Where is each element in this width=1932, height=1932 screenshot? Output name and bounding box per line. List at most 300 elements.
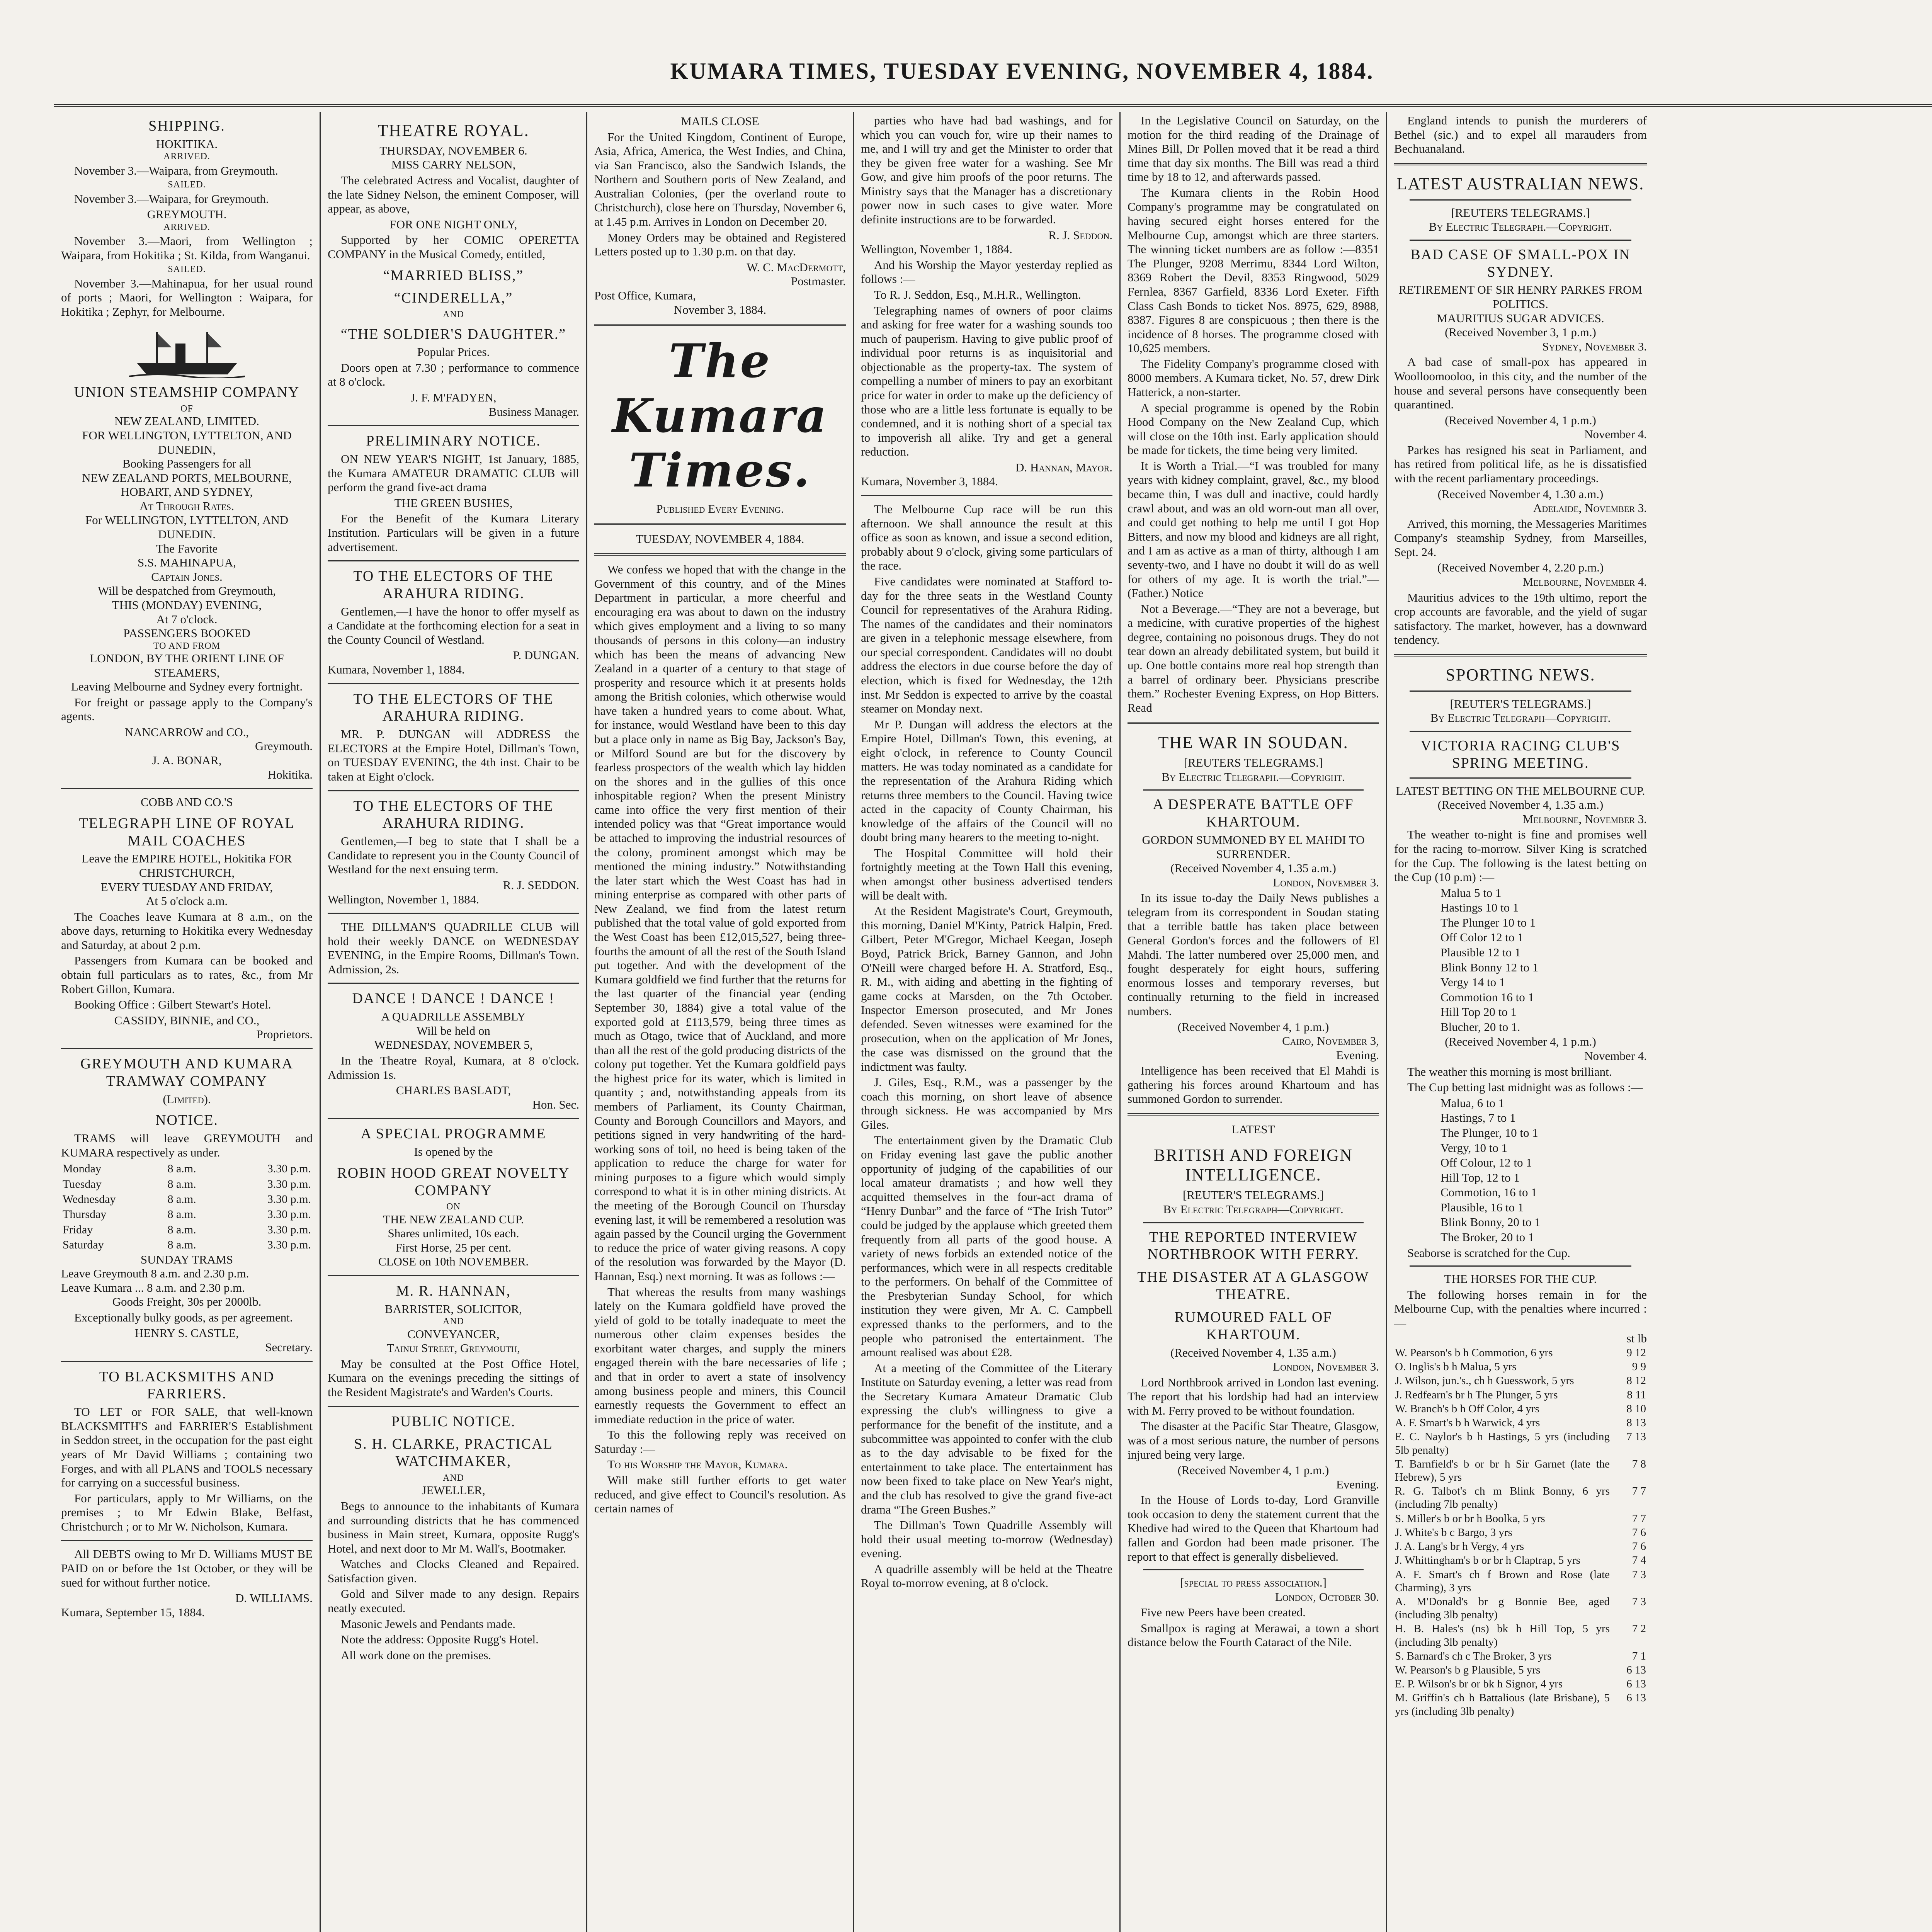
horse-weight: 7 6 bbox=[1632, 1540, 1646, 1553]
electors-signature: P. DUNGAN. bbox=[513, 648, 579, 662]
electors-heading: TO THE ELECTORS OF THE ARAHURA RIDING. bbox=[353, 568, 554, 602]
list-item: Blink Bonny 12 to 1 bbox=[1440, 960, 1539, 974]
divider bbox=[1143, 1569, 1364, 1570]
mails-date: November 3, 1884. bbox=[673, 303, 767, 316]
copyright-label: By Electric Telegraph.—Copyright. bbox=[1429, 220, 1612, 234]
debts-signature: D. WILLIAMS. bbox=[235, 1591, 313, 1605]
news-paragraph: Five candidates were nominated at Stafford to-day for the three seats in the Westland County Council for representatives of the Arahura Riding. The names of the candidates and their nominators are given in a telephonic message elsewhere, from our special correspondent. Candidates will no doubt address the electors in due course before the day of election, which is fixed for Wednesday, the 12th inst. Mr Seddon is expected to arrive by the coastal steamer on Monday next. bbox=[861, 574, 1112, 716]
news-paragraph: A quadrille assembly will be held at the Theatre Royal to-morrow evening, at 8 o'clock. bbox=[861, 1562, 1112, 1590]
battle-heading: A DESPERATE BATTLE OFF KHARTOUM. bbox=[1153, 796, 1354, 830]
news-signature: D. Hannan, Mayor. bbox=[1015, 460, 1112, 474]
vrc-heading: VICTORIA RACING CLUB'S SPRING MEETING. bbox=[1420, 737, 1621, 771]
list-item: Off Colour, 12 to 1 bbox=[1440, 1156, 1532, 1170]
news-paragraph: parties who have had bad washings, and for which you can vouch for, wire up their names to me, and I will try and get the Minister to order that they be given free water for a washing. See Mr Gow, and give him proofs of the poor returns. The Ministry says that the Manager has a discretionary power now in such cases to give water. More definite instructions are to be forwarded. bbox=[861, 114, 1112, 226]
horse-weight: 7 7 bbox=[1632, 1485, 1646, 1498]
latest-label: LATEST bbox=[1231, 1122, 1275, 1136]
hannan-subheading: BARRISTER, SOLICITOR, bbox=[384, 1302, 522, 1316]
hannan-ad bbox=[328, 1282, 579, 1400]
table-row bbox=[1394, 1568, 1647, 1595]
list-item: Off Color 12 to 1 bbox=[1440, 930, 1524, 944]
divider bbox=[861, 495, 1112, 496]
dateline: November 4. bbox=[1584, 1049, 1647, 1063]
page-masthead: KUMARA TIMES, TUESDAY EVENING, NOVEMBER 4, 1884. bbox=[670, 58, 1374, 84]
news-paragraph: Parkes has resigned his seat in Parliament, and has retired from political life, as he is dissatisfied with the recent parliamentary proceedings. bbox=[1394, 443, 1647, 485]
betting-list-2 bbox=[1440, 1096, 1647, 1245]
divider bbox=[61, 1540, 313, 1541]
divider bbox=[1410, 240, 1631, 241]
column-5 bbox=[1121, 112, 1387, 1932]
horse-name: A. F. Smart's b h Warwick, 4 yrs bbox=[1395, 1417, 1540, 1429]
news-paragraph: The disaster at the Pacific Star Theatre, Glasgow, was of a most serious nature, the number of persons injured being very large. bbox=[1128, 1419, 1379, 1461]
dance-held: Will be held on bbox=[417, 1024, 490, 1037]
arrived-label: ARRIVED. bbox=[163, 151, 210, 162]
list-item: Hill Top 20 to 1 bbox=[1440, 1005, 1517, 1019]
interview-heading: THE REPORTED INTERVIEW NORTHBROOK WITH FERRY. bbox=[1147, 1229, 1359, 1263]
australian-heading: LATEST AUSTRALIAN NEWS. bbox=[1396, 174, 1645, 193]
table-row bbox=[61, 1161, 313, 1176]
tramway-ad bbox=[61, 1055, 313, 1355]
horse-name: O. Inglis's b h Malua, 5 yrs bbox=[1395, 1361, 1517, 1373]
usc-captain: Captain Jones. bbox=[151, 570, 223, 583]
news-paragraph: Lord Northbrook arrived in London last evening. The report that his lordship had had an interview with M. Ferry proved to be without foundation. bbox=[1128, 1375, 1379, 1417]
clarke-text-6: All work done on the premises. bbox=[341, 1648, 492, 1662]
usc-agent-2: J. A. BONAR, bbox=[152, 753, 222, 767]
news-paragraph: Five new Peers have been created. bbox=[1141, 1605, 1306, 1619]
cobb-text-1: The Coaches leave Kumara at 8 a.m., on the above days, returning to Hokitika every Wednesday and Saturday, at about 2 p.m. bbox=[61, 910, 313, 952]
mails-close-notice bbox=[594, 114, 846, 317]
cobb-leave: Leave the EMPIRE HOTEL, Hokitika FOR CHRISTCHURCH, bbox=[82, 852, 292, 879]
news-paragraph: J. Giles, Esq., R.M., was a passenger by the coach this morning, on short leave of absence through sickness. He was accompanied by Mrs Giles. bbox=[861, 1075, 1112, 1131]
divider bbox=[1143, 1222, 1364, 1223]
horse-weight: 7 7 bbox=[1632, 1512, 1646, 1525]
usc-favorite: The Favorite bbox=[156, 541, 218, 555]
horse-name: W. Pearson's b g Plausible, 5 yrs bbox=[1395, 1664, 1541, 1677]
electors-heading: TO THE ELECTORS OF THE ARAHURA RIDING. bbox=[353, 798, 554, 832]
theatre-supported: Supported by her COMIC OPERETTA COMPANY in the Musical Comedy, entitled, bbox=[328, 233, 579, 261]
mails-signature-title: Postmaster. bbox=[791, 274, 846, 288]
blacksmiths-text-2: For particulars, apply to Mr Williams, on the premises ; to Mr Edwin Blake, Belfast, Christchurch ; or to Mr W. Nicholson, Kumara. bbox=[61, 1491, 313, 1533]
divider bbox=[328, 1118, 579, 1119]
divider bbox=[594, 523, 846, 525]
horse-name: E. P. Wilson's br or bk h Signor, 4 yrs bbox=[1395, 1678, 1563, 1690]
table-row bbox=[61, 1177, 313, 1192]
prelim-text: ON NEW YEAR'S NIGHT, 1st January, 1885, the Kumara AMATEUR DRAMATIC CLUB will perform the grand five-act drama bbox=[328, 452, 579, 494]
horse-weight: 8 10 bbox=[1626, 1402, 1646, 1415]
tram-am: 8 a.m. bbox=[167, 1177, 196, 1190]
electors-notice-2 bbox=[328, 690, 579, 784]
divider bbox=[594, 324, 846, 326]
table-row bbox=[1394, 1374, 1647, 1388]
tram-am: 8 a.m. bbox=[167, 1162, 196, 1175]
table-row bbox=[1394, 1595, 1647, 1622]
hokitika-heading: HOKITIKA. bbox=[156, 137, 218, 151]
divider bbox=[1410, 690, 1631, 692]
horse-weight: 7 6 bbox=[1632, 1526, 1646, 1539]
hokitika-arrivals: November 3.—Waipara, from Greymouth. bbox=[74, 163, 278, 177]
news-paragraph: A special programme is opened by the Robin Hood Company on the New Zealand Cup, which will close on the 10th inst. Early application should be made for tickets, the time being very limited. bbox=[1128, 401, 1379, 457]
horse-name: J. Whittingham's b or br h Claptrap, 5 yrs bbox=[1395, 1554, 1580, 1567]
clarke-text-5: Note the address: Opposite Rugg's Hotel. bbox=[341, 1633, 539, 1646]
dateline: Cairo, November 3, bbox=[1282, 1034, 1379, 1048]
received-line: (Received November 4, 1 p.m.) bbox=[1177, 1020, 1329, 1034]
horse-weight: 6 13 bbox=[1626, 1664, 1646, 1677]
theatre-play-3: “THE SOLDIER'S DAUGHTER.” bbox=[340, 326, 566, 342]
horse-name: J. A. Lang's br h Vergy, 4 yrs bbox=[1395, 1540, 1524, 1553]
list-item: The Plunger 10 to 1 bbox=[1440, 915, 1536, 929]
divider bbox=[328, 425, 579, 426]
special-heading: A SPECIAL PROGRAMME bbox=[361, 1126, 546, 1142]
copyright-label: By Electric Telegraph—Copyright. bbox=[1430, 711, 1611, 725]
table-row bbox=[1394, 1553, 1647, 1567]
usc-ports: NEW ZEALAND PORTS, MELBOURNE, HOBART, AND SYDNEY, bbox=[82, 471, 292, 499]
debts-notice bbox=[61, 1547, 313, 1619]
tram-pm: 3.30 p.m. bbox=[267, 1162, 311, 1175]
news-paragraph: In its issue to-day the Daily News publishes a telegram from its correspondent in Soudan stating that a terrible battle has taken place between General Gordon's forces and the followers of El Mahdi. The latter numbered over 25,000 men, and fought desperately for eight hours, suffering enormous losses and temporary reverses, but continually returning to the field in increased numbers. bbox=[1128, 891, 1379, 1018]
list-item: Vergy, 10 to 1 bbox=[1440, 1141, 1508, 1155]
horse-name: A. M'Donald's br g Bonnie Bee, aged (including 3lb penalty) bbox=[1395, 1595, 1610, 1621]
dateline: London, November 3. bbox=[1273, 875, 1379, 889]
usc-booking: Booking Passengers for all bbox=[122, 457, 252, 471]
dance-ad bbox=[328, 990, 579, 1112]
list-item: Vergy 14 to 1 bbox=[1440, 975, 1505, 989]
table-row bbox=[1394, 1402, 1647, 1416]
quadrille-club-ad bbox=[328, 920, 579, 976]
dateline: Sydney, November 3. bbox=[1542, 339, 1647, 353]
horse-weight: 7 4 bbox=[1632, 1554, 1646, 1567]
tram-pm: 3.30 p.m. bbox=[267, 1177, 311, 1190]
copyright-label: By Electric Telegraph—Copyright. bbox=[1163, 1202, 1344, 1216]
clarke-text-4: Masonic Jewels and Pendants made. bbox=[341, 1617, 515, 1631]
news-paragraph: And his Worship the Mayor yesterday replied as follows :— bbox=[861, 258, 1112, 286]
dateline: London, November 3. bbox=[1273, 1360, 1379, 1374]
received-line: (Received November 4, 1.35 a.m.) bbox=[1170, 1345, 1336, 1359]
mails-text-2: Money Orders may be obtained and Registered Letters posted up to 1.30 p.m. on that day. bbox=[594, 230, 846, 259]
tram-day: Tuesday bbox=[63, 1177, 102, 1190]
debts-text: All DEBTS owing to Mr D. Williams MUST BE PAID on or before the 1st October, or they will be sued for without further notice. bbox=[61, 1547, 313, 1589]
greymouth-arrivals: November 3.—Maori, from Wellington ; Waipara, from Hokitika ; St. Kilda, from Wanganui. bbox=[61, 234, 313, 262]
horse-weight: 8 11 bbox=[1627, 1388, 1646, 1401]
list-item: Plausible 12 to 1 bbox=[1440, 945, 1521, 959]
theatre-signature: J. F. M'FADYEN, bbox=[410, 391, 497, 405]
divider bbox=[328, 683, 579, 684]
tram-day: Saturday bbox=[63, 1238, 104, 1252]
dance-text: In the Theatre Royal, Kumara, at 8 o'clock. Admission 1s. bbox=[328, 1054, 579, 1082]
tram-bulky: Exceptionally bulky goods, as per agreement. bbox=[74, 1310, 293, 1324]
list-item: Malua 5 to 1 bbox=[1440, 886, 1502, 900]
divider bbox=[61, 788, 313, 789]
divider bbox=[328, 560, 579, 561]
mails-signature: W. C. MacDermott, bbox=[747, 260, 846, 274]
editorial-paragraph: That whereas the results from many washings lately on the Kumara goldfield have proved the yield of gold to be totally inadequate to meet the numerous other claim expenses besides the exorbitant water charges, and supply the miners engaged therein with the bare necessaries of life ; and that in order to avert a state of insolvency among business people and miners, this Council earnestly requests the Government to effect an immediate reduction in the price of water. bbox=[594, 1285, 846, 1426]
special-close: CLOSE on 10th NOVEMBER. bbox=[378, 1255, 529, 1269]
cobb-signature: CASSIDY, BINNIE, and CO., bbox=[114, 1013, 260, 1027]
divider bbox=[1410, 199, 1631, 201]
news-paragraph: Mr P. Dungan will address the electors at the Empire Hotel, Dillman's Town, this evening, at eight o'clock, in reference to County Council matters. He was today nominated as a candidate for the representation of the Arahura Riding which returns three members to the Council. Having twice acted in the capacity of County Chairman, his knowledge of the affairs of the Council will no doubt bring many hearers to the meeting to-night. bbox=[861, 717, 1112, 844]
divider bbox=[1410, 1265, 1631, 1267]
electors-text: MR. P. DUNGAN will ADDRESS the ELECTORS at the Empire Hotel, Dillman's Town, on TUESDAY EVENING, the 4th inst. Chair to be taken at Eight o'clock. bbox=[328, 727, 579, 784]
list-item: Hastings 10 to 1 bbox=[1440, 901, 1519, 915]
divider bbox=[1410, 777, 1631, 779]
cobb-signature-title: Proprietors. bbox=[256, 1027, 313, 1041]
table-row bbox=[1394, 1457, 1647, 1484]
bfi-heading: BRITISH AND FOREIGN INTELLIGENCE. bbox=[1154, 1145, 1353, 1185]
horse-weight: 7 1 bbox=[1632, 1650, 1646, 1662]
table-row bbox=[1394, 1388, 1647, 1402]
copyright-label: By Electric Telegraph.—Copyright. bbox=[1162, 770, 1345, 784]
tram-pm: 3.30 p.m. bbox=[267, 1192, 311, 1206]
dateline-evening: Evening. bbox=[1336, 1048, 1379, 1062]
tram-am: 8 a.m. bbox=[167, 1192, 196, 1206]
dateline: Melbourne, November 3. bbox=[1522, 812, 1647, 826]
list-item: Blink Bonny, 20 to 1 bbox=[1440, 1215, 1541, 1229]
list-item: Commotion 16 to 1 bbox=[1440, 990, 1534, 1004]
received-line: (Received November 4, 1 p.m.) bbox=[1177, 1463, 1329, 1477]
theatre-heading: THEATRE ROYAL. bbox=[378, 121, 529, 140]
tram-sunday-1: Leave Greymouth 8 a.m. and 2.30 p.m. bbox=[61, 1267, 249, 1281]
list-item: Blucher, 20 to 1. bbox=[1440, 1020, 1520, 1034]
usc-of: OF bbox=[180, 404, 193, 414]
preliminary-notice bbox=[328, 432, 579, 554]
glasgow-heading: THE DISASTER AT A GLASGOW THEATRE. bbox=[1137, 1269, 1369, 1303]
table-row bbox=[1394, 1526, 1647, 1539]
rumour-heading: RUMOURED FALL OF KHARTOUM. bbox=[1174, 1309, 1332, 1343]
horse-name: J. White's b c Bargo, 3 yrs bbox=[1395, 1526, 1512, 1539]
received-line: (Received November 4, 2.20 p.m.) bbox=[1437, 561, 1604, 575]
table-row bbox=[1394, 1512, 1647, 1526]
table-row bbox=[1394, 1416, 1647, 1430]
table-row bbox=[61, 1207, 313, 1222]
list-item: Malua, 6 to 1 bbox=[1440, 1096, 1505, 1110]
usc-leaving: Leaving Melbourne and Sydney every fortnight. bbox=[71, 680, 303, 694]
usc-rates: At Through Rates. bbox=[139, 499, 234, 513]
column-3 bbox=[587, 112, 854, 1932]
column-2 bbox=[321, 112, 587, 1932]
hannan-and: AND bbox=[443, 1316, 464, 1327]
list-item: Hill Top, 12 to 1 bbox=[1440, 1170, 1520, 1184]
debts-date: Kumara, September 15, 1884. bbox=[61, 1605, 205, 1619]
tram-day: Thursday bbox=[63, 1208, 107, 1221]
divider bbox=[328, 913, 579, 914]
betting-heading: LATEST BETTING ON THE MELBOURNE CUP. bbox=[1396, 784, 1645, 798]
table-row bbox=[1394, 1430, 1647, 1457]
divider bbox=[328, 1406, 579, 1407]
special-label: [special to press association.] bbox=[1180, 1576, 1327, 1590]
tram-pm: 3.30 p.m. bbox=[267, 1238, 311, 1252]
tram-day: Friday bbox=[63, 1223, 93, 1236]
tram-sunday-2: Leave Kumara ... 8 a.m. and 2.30 p.m. bbox=[61, 1281, 245, 1294]
usc-day: THIS (MONDAY) EVENING, bbox=[112, 598, 262, 612]
usc-route-2: For WELLINGTON, LYTTELTON, AND DUNEDIN. bbox=[85, 513, 289, 541]
dance-date: WEDNESDAY, NOVEMBER 5, bbox=[374, 1038, 533, 1052]
usc-subtitle: NEW ZEALAND, LIMITED. bbox=[114, 414, 259, 428]
news-paragraph: It is Worth a Trial.—“I was troubled for many years with kidney complaint, gravel, &c., my blood became thin, I was dull and inactive, could hardly crawl about, and was an old worn-out man all over, and could get nothing to help me until I got Hop Bitters, and now my blood and kidneys are all right, and I am as active as a man of thirty, although I am seventy-two, and I have no doubt it will do as well for others of my age. It is worth the trial.”—(Father.) Notice bbox=[1128, 459, 1379, 600]
table-row bbox=[1394, 1649, 1647, 1663]
news-paragraph: Telegraphing names of owners of poor claims and asking for free water for a washing sounds too much of pauperism. Having to give public proof of individual poor returns is as inquisitorial and objectionable as the property-tax. The system of compelling a number of miners to pay an exorbitant price for water in order to make up the deficiency of those who are a little less fortunate is equally to be condemned, and it is nothing short of a special tax to impoverish all alike. Try and get a general reduction. bbox=[861, 303, 1112, 459]
news-paragraph: The Dillman's Town Quadrille Assembly will hold their usual meeting to-morrow (Wednesday) evening. bbox=[861, 1518, 1112, 1560]
news-paragraph: Arrived, this morning, the Messageries Maritimes Company's steamship Sydney, from Marseilles, Sept. 24. bbox=[1394, 517, 1647, 559]
clarke-text-2: Watches and Clocks Cleaned and Repaired. Satisfaction given. bbox=[328, 1557, 579, 1585]
news-paragraph: A bad case of small-pox has appeared in Woolloomooloo, in this city, and the number of the house and several persons have consequently been quarantined. bbox=[1394, 355, 1647, 412]
news-paragraph: The weather this morning is most brilliant. bbox=[1407, 1065, 1612, 1078]
greymouth-heading: GREYMOUTH. bbox=[147, 207, 227, 221]
parkes-heading: RETIREMENT OF SIR HENRY PARKES FROM POLITICS. bbox=[1398, 283, 1643, 311]
received-line: (Received November 4, 1.30 a.m.) bbox=[1437, 487, 1604, 501]
cobb-text-2: Passengers from Kumara can be booked and obtain full particulars as to rates, &c., from Mr Robert Gillon, Kumara. bbox=[61, 954, 313, 996]
horse-weight: 7 2 bbox=[1632, 1622, 1646, 1635]
horse-name: S. Miller's b or br h Boolka, 5 yrs bbox=[1395, 1512, 1545, 1525]
divider bbox=[328, 790, 579, 791]
tram-signature: HENRY S. CASTLE, bbox=[134, 1326, 239, 1340]
special-company: ROBIN HOOD GREAT NOVELTY COMPANY bbox=[337, 1165, 570, 1199]
horse-name: H. B. Hales's (ns) bk h Hill Top, 5 yrs (including 3lb penalty) bbox=[1395, 1622, 1610, 1648]
tram-timetable bbox=[61, 1161, 313, 1252]
electors-text: Gentlemen,—I have the honor to offer myself as a Candidate at the forthcoming election for a seat in the County Council of Westland. bbox=[328, 604, 579, 646]
electors-date: Wellington, November 1, 1884. bbox=[328, 892, 479, 906]
horse-name: W. Branch's b h Off Color, 4 yrs bbox=[1395, 1402, 1539, 1415]
usc-despatch: Will be despatched from Greymouth, bbox=[97, 584, 276, 598]
divider bbox=[1128, 1113, 1379, 1116]
usc-agent: NANCARROW and CO., bbox=[124, 725, 249, 739]
dance-signature-title: Hon. Sec. bbox=[532, 1097, 579, 1111]
table-row bbox=[61, 1222, 313, 1237]
news-paragraph: At the Resident Magistrate's Court, Greymouth, this morning, Daniel M'Kinty, Patrick Halpin, Fred. Gilbert, Peter M'Gregor, Michael Keegan, Joseph Boyd, Patrick Brick, Barney Gannon, and John O'Neill were charged before H. A. Stratford, Esq., R. M., with aiding and abetting in the fighting of game cocks at Marsden, on the 7th October. Inspector Emerson prosecuted, and Mr Jones defended. Seven witnesses were examined for the prosecution, when on the application of Mr Jones, the case was dismissed on the ground that the indictment was faulty. bbox=[861, 904, 1112, 1073]
reuters-label: [REUTER'S TELEGRAMS.] bbox=[1450, 697, 1591, 711]
usc-passengers: PASSENGERS BOOKED bbox=[123, 626, 250, 640]
editorial-paragraph: To his Worship the Mayor, Kumara. bbox=[607, 1458, 788, 1471]
electors-notice-3 bbox=[328, 798, 579, 907]
gordon-heading: GORDON SUMMONED BY EL MAHDI TO SURRENDER. bbox=[1142, 833, 1365, 861]
usc-title: UNION STEAMSHIP COMPANY bbox=[74, 384, 300, 401]
theatre-one-night: FOR ONE NIGHT ONLY, bbox=[389, 217, 517, 231]
theatre-date: THURSDAY, NOVEMBER 6. bbox=[379, 143, 527, 157]
cobb-time: At 5 o'clock a.m. bbox=[146, 894, 228, 908]
news-dateline: Kumara, November 3, 1884. bbox=[861, 474, 998, 488]
horse-weight: 6 13 bbox=[1626, 1692, 1646, 1704]
table-row bbox=[61, 1192, 313, 1207]
usc-ship-name: S.S. MAHINAPUA, bbox=[138, 556, 236, 570]
tram-title: GREYMOUTH AND KUMARA TRAMWAY COMPANY bbox=[80, 1055, 293, 1089]
horse-name: T. Barnfield's b or br h Sir Garnet (late the Hebrew), 5 yrs bbox=[1395, 1458, 1610, 1483]
news-signature: R. J. Seddon. bbox=[1048, 228, 1112, 242]
divider bbox=[1410, 731, 1631, 732]
mails-text: For the United Kingdom, Continent of Europe, Asia, Africa, America, the West Indies, and China, via San Francisco, also the Sandwich Islands, the Northern and Southern ports of New Zealand, and Australian Colonies, (per the overland route to Christchurch), close here on Thursday, November 6, at 1.45 p.m. Arrives in London on December 20. bbox=[594, 130, 846, 229]
horse-name: A. F. Smart's ch f Brown and Rose (late Charming), 3 yrs bbox=[1395, 1568, 1610, 1594]
issue-date: TUESDAY, NOVEMBER 4, 1884. bbox=[636, 532, 804, 546]
theatre-star: MISS CARRY NELSON, bbox=[391, 158, 516, 172]
special-programme-ad bbox=[328, 1125, 579, 1269]
usc-route-1: FOR WELLINGTON, LYTTELTON, AND DUNEDIN, bbox=[82, 429, 292, 456]
dance-subheading: A QUADRILLE ASSEMBLY bbox=[381, 1010, 526, 1024]
theatre-play-2: “CINDERELLA,” bbox=[394, 290, 513, 306]
news-paragraph: At a meeting of the Committee of the Literary Institute on Saturday evening, a letter was read from the Secretary Kumara Amateur Dramatic Club expressing the club's willingness to give a performance for the benefit of the institute, and a subcommittee was appointed to confer with the club as to the day advisable to be fixed for the entertainment to take place. The entertainment has now been fixed to take place on New Year's night, and the club has resolved to give the grand five-act drama “The Green Bushes.” bbox=[861, 1361, 1112, 1516]
dateline: Melbourne, November 4. bbox=[1522, 575, 1647, 589]
special-on: ON bbox=[446, 1202, 461, 1212]
table-row bbox=[1394, 1484, 1647, 1511]
newspaper-logo: The Kumara Times. bbox=[612, 334, 828, 498]
steamship-icon bbox=[129, 324, 245, 378]
tram-pm: 3.30 p.m. bbox=[267, 1223, 311, 1236]
news-paragraph: The Cup betting last midnight was as follows :— bbox=[1407, 1080, 1643, 1094]
table-row bbox=[1394, 1539, 1647, 1553]
received-line: (Received November 4, 1 p.m.) bbox=[1445, 413, 1596, 427]
theatre-and: AND bbox=[443, 310, 464, 320]
table-row bbox=[1394, 1691, 1647, 1718]
clarke-text: Begs to announce to the inhabitants of Kumara and surrounding districts that he has commenced business in Main street, Kumara, opposite Rugg's Hotel, and next door to Mr M. Wall's, Bootmaker. bbox=[328, 1499, 579, 1555]
horse-weight: 7 3 bbox=[1632, 1568, 1646, 1581]
union-steamship-ad bbox=[61, 384, 313, 782]
tram-pm: 3.30 p.m. bbox=[267, 1208, 311, 1221]
table-row bbox=[1394, 1622, 1647, 1649]
received-line: (Received November 4, 1.35 a.m.) bbox=[1437, 798, 1604, 812]
horse-weight: 7 8 bbox=[1632, 1458, 1646, 1470]
tram-am: 8 a.m. bbox=[167, 1208, 196, 1221]
prelim-text-2: For the Benefit of the Kumara Literary Institution. Particulars will be given in a future advertisement. bbox=[328, 512, 579, 554]
horse-weight: 7 13 bbox=[1626, 1430, 1646, 1443]
divider bbox=[1143, 789, 1364, 791]
table-row bbox=[1394, 1663, 1647, 1677]
tram-notice: NOTICE. bbox=[155, 1112, 218, 1129]
table-row bbox=[61, 1237, 313, 1252]
editorial bbox=[594, 563, 846, 1516]
hokitika-sailings: November 3.—Waipara, for Greymouth. bbox=[74, 192, 269, 206]
betting-list-1 bbox=[1440, 886, 1647, 1034]
usc-london: LONDON, BY THE ORIENT LINE OF STEAMERS, bbox=[90, 651, 284, 679]
prelim-heading: PRELIMINARY NOTICE. bbox=[366, 433, 541, 449]
tram-goods: Goods Freight, 30s per 2000lb. bbox=[112, 1295, 262, 1309]
list-item: Plausible, 16 to 1 bbox=[1440, 1200, 1524, 1214]
news-paragraph: The entertainment given by the Dramatic Club on Friday evening last gave the public another opportunity of judging of the capabilities of our local amateur dramatists ; and how well they acquitted themselves in the four-act drama of “Henry Dunbar” and the farce of “The Irish Tutor” could be judged by the applause which greeted them frequently from all parts of the good house. A variety of news forbids an extended notice of the performances, which were in all respects creditable to the performers. On behalf of the Committee of the Presbyterian Sunday School, for which institution they were given, Mr A. C. Campbell expressed thanks to the performers, and to the people who patronised the entertainment. The amount realised was about £28. bbox=[861, 1133, 1112, 1359]
blacksmiths-heading: TO BLACKSMITHS AND FARRIERS. bbox=[99, 1368, 275, 1402]
blacksmiths-text: TO LET or FOR SALE, that well-known BLACKSMITH'S and FARRIER'S Establishment in Seddon street, in the occupation for the past eight years of Mr David Williams ; containing two Forges, and with all PLANS and TOOLS necessary for carrying on a successful business. bbox=[61, 1405, 313, 1490]
news-paragraph: The weather to-night is fine and promises well for the racing to-morrow. Silver King is scratched for the Cup. The following is the latest betting on the Cup (10 p.m) :— bbox=[1394, 828, 1647, 884]
electors-date: Kumara, November 1, 1884. bbox=[328, 663, 465, 677]
greymouth-sailings: November 3.—Mahinapua, for her usual round of ports ; Maori, for Wellington : Waipara, for Hokitika ; Zephyr, for Melbourne. bbox=[61, 276, 313, 318]
news-paragraph: Smallpox is raging at Merawai, a town a short distance below the Fourth Cataract of the Nile. bbox=[1128, 1621, 1379, 1649]
news-paragraph: The Kumara clients in the Robin Hood Company's programme may be congratulated on having secured eight horses entered for the Melbourne Cup, amongst which are three starters. The winning ticket numbers are as follow :—8351 The Plunger, 9208 Merrimu, 8344 Lord Wilton, 8369 Robert the Devil, 8353 Ringwood, 5029 Fernlea, 8367 Garfield, 8336 Lord Exeter. Fifth Class Cash Bonds to ticket Nos. 8975, 629, 8988, 8387. Figures 8 are conspicuous ; then there is the incidence of 8 horses. The programme closed with 10,625 members. bbox=[1128, 185, 1379, 355]
tram-am: 8 a.m. bbox=[167, 1238, 196, 1252]
theatre-royal-ad bbox=[328, 121, 579, 419]
received-line: (Received November 4, 1 p.m.) bbox=[1445, 1035, 1596, 1049]
news-paragraph: Seaborse is scratched for the Cup. bbox=[1407, 1246, 1570, 1260]
public-notice bbox=[328, 1413, 579, 1663]
horse-weight: 7 3 bbox=[1632, 1595, 1646, 1608]
usc-agent-location: Greymouth. bbox=[255, 739, 313, 753]
cobb-heading: COBB AND CO.'S bbox=[140, 795, 233, 809]
tram-day: Wednesday bbox=[63, 1192, 116, 1206]
usc-freight: For freight or passage apply to the Company's agents. bbox=[61, 695, 313, 723]
usc-time: At 7 o'clock. bbox=[156, 612, 218, 626]
cobb-text-3: Booking Office : Gilbert Stewart's Hotel. bbox=[74, 998, 271, 1012]
reuters-label: [REUTERS TELEGRAMS.] bbox=[1451, 206, 1590, 219]
theatre-signature-title: Business Manager. bbox=[488, 405, 579, 418]
news-paragraph: The Fidelity Company's programme closed with 8000 members. A Kumara ticket, No. 57, drew Dirk Hatterick, a non-starter. bbox=[1128, 357, 1379, 399]
weights-header: st lb bbox=[1626, 1332, 1647, 1345]
horse-weight: 8 13 bbox=[1626, 1417, 1646, 1429]
column-1 bbox=[54, 112, 321, 1932]
horse-name: E. C. Naylor's b h Hastings, 5 yrs (including 5lb penalty) bbox=[1395, 1430, 1610, 1456]
divider bbox=[61, 1048, 313, 1049]
cobb-title: TELEGRAPH LINE OF ROYAL MAIL COACHES bbox=[79, 815, 295, 849]
horse-weight: 9 9 bbox=[1632, 1361, 1646, 1373]
horse-name: J. Redfearn's br h The Plunger, 5 yrs bbox=[1395, 1388, 1558, 1401]
hannan-conveyancer: CONVEYANCER, bbox=[407, 1327, 500, 1341]
mails-office: Post Office, Kumara, bbox=[594, 288, 696, 302]
reuters-label: [REUTERS TELEGRAMS.] bbox=[1184, 756, 1323, 770]
news-paragraph: The Hospital Committee will hold their fortnightly meeting at the Town Hall this evening, when amongst other business advertised tenders will be dealt with. bbox=[861, 846, 1112, 902]
electors-heading: TO THE ELECTORS OF THE ARAHURA RIDING. bbox=[353, 690, 554, 724]
horse-weight: 8 12 bbox=[1626, 1374, 1646, 1387]
usc-agent-2-location: Hokitika. bbox=[267, 767, 313, 781]
